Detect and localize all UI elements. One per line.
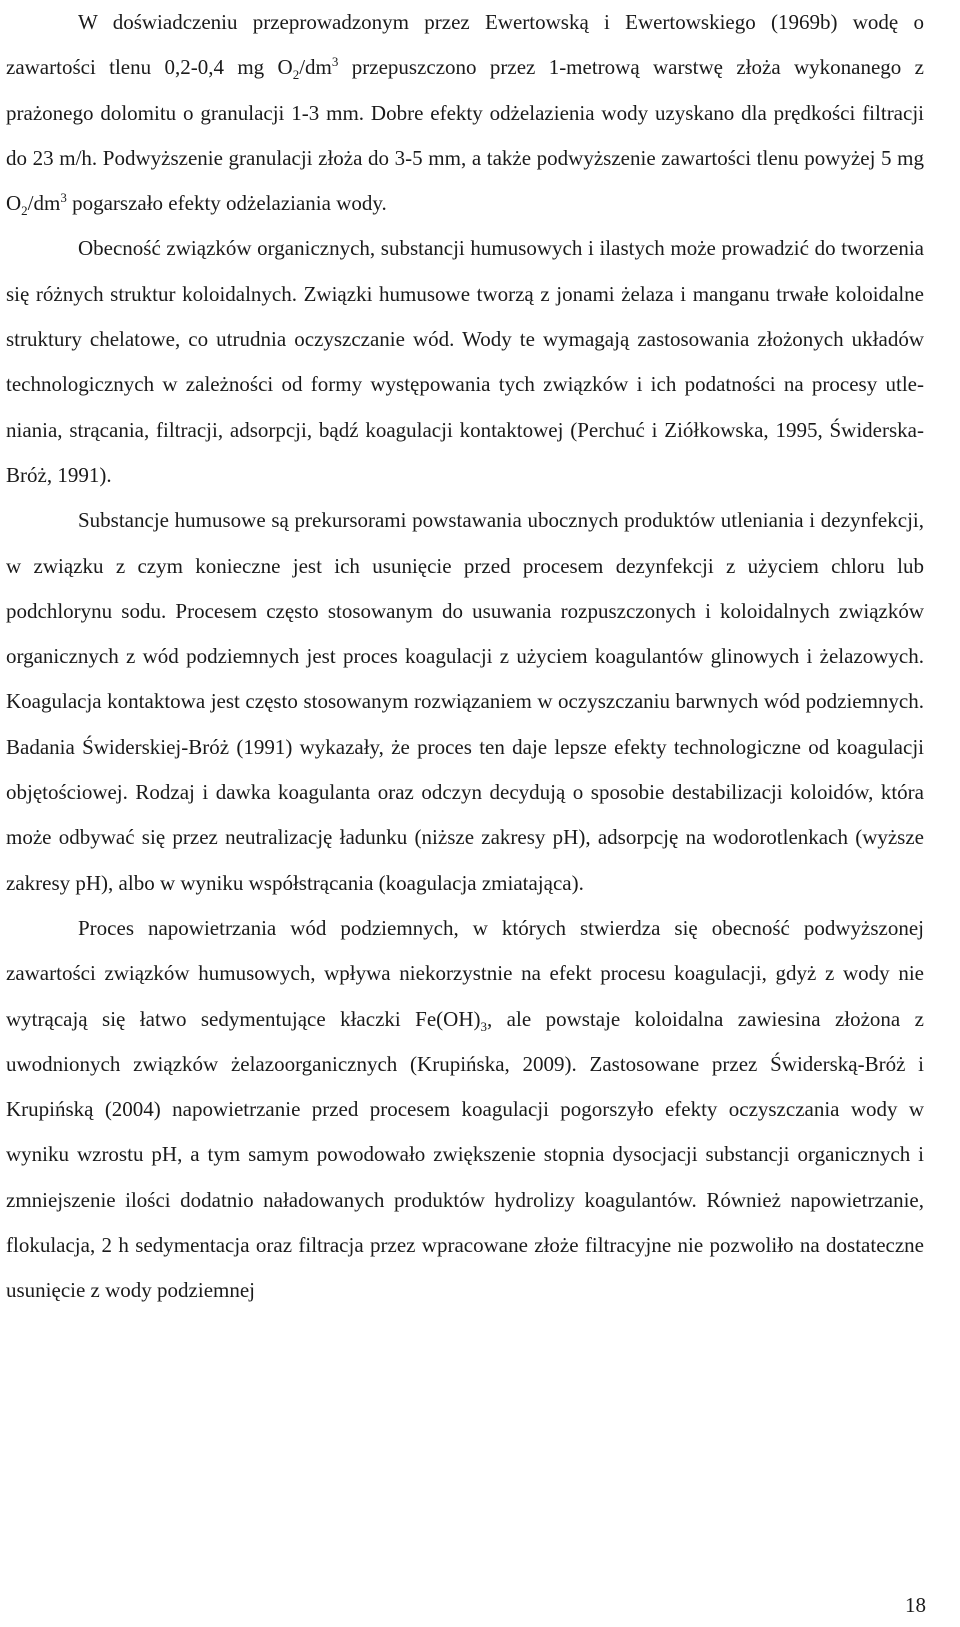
superscript: 3 (60, 190, 67, 206)
superscript: 3 (331, 54, 339, 70)
text-segment: /dm (27, 191, 61, 216)
paragraph-1 (6, 0, 924, 226)
paragraph-4 (6, 906, 924, 1314)
page-number: 18 (905, 1593, 926, 1617)
text-segment: Substancje humusowe są prekursorami powstawania ubocznych produktów utleniania i dezynfekcji, w związku z czym konieczne jest ich usunięcie przed procesem dezynfekcji z użyciem chloru lub podchlorynu sodu. Procesem często stosowanym do usuwania rozpuszczonych i koloidalnych związków organicznych z wód podziemnych jest proces koagulacji z użyciem koagulantów glinowych i żelazowych. Koagulacja kontaktowa jest często stosowanym rozwiązaniem w oczyszczaniu barwnych wód podziemnych. Badania Świderskiej-Bróż (1991) wykazały, że proces ten daje lepsze efekty technologiczne od koagulacji objętościowej. Rodzaj i dawka koagulanta oraz odczyn decydują o sposobie destabilizacji koloidów, która może odbywać się przez neutralizację ładunku (niższe zakresy pH), adsorpcję na wodorotlenkach (wyższe zakresy pH), albo w wyniku współstrącania (koagulacja zmiatająca). (6, 508, 924, 895)
document-body (6, 0, 924, 1314)
text-segment: Proces napowietrzania wód podziemnych, w których stwierdza się obecność podwyższonej zawartości związków humusowych, wpływa niekorzystnie na efekt procesu koagulacji, gdyż z wody nie wytrącają się łatwo sedymentujące kłaczki Fe(OH) (6, 915, 924, 1031)
paragraph-3 (6, 498, 924, 906)
text-segment: , ale powstaje koloidalna zawiesina złożona z uwodnionych związków żelazoorganicznych (Krupińska, 2009). Zastosowane przez Świderską-Bróż i Krupińską (2004) napowietrzanie przed procesem koagulacji pogorszyło efekty oczyszczania wody w wyniku wzrostu pH, a tym samym powodowało zwiększenie stopnia dysocjacji substancji organicznych i zmniejszenie ilości dodatnio naładowanych produktów hydrolizy koagulantów. Również napowietrzanie, flokulacja, 2 h sedymentacja oraz filtracja przez wpracowane złoże filtracyjne nie pozwoliło na dostateczne usunięcie z wody podziemnej (6, 1006, 924, 1303)
text-segment: przepuszczono przez 1-metrową warstwę złoża wykonanego z prażonego dolomitu o granulacji 1-3 mm. Dobre efekty odżelazienia wody uzyskano dla prędkości filtracji do 23 m/h. Podwyższenie granulacji złoża do 3-5 mm, a także podwyższenie zawartości tlenu powyżej 5 mg O (6, 55, 924, 216)
paragraph-2 (6, 226, 924, 498)
subscript: 3 (480, 1018, 487, 1034)
subscript: 2 (21, 203, 28, 219)
text-segment: Obecność związków organicznych, substancji humusowych i ilastych może prowadzić do tworzenia się różnych struktur koloidalnych. Związki humusowe tworzą z jonami żelaza i manganu trwałe koloidalne struktury chelatowe, co utrudnia oczyszczanie wód. Wody te wymagają zastosowania złożonych układów technologicznych w zależności od formy występowania tych związków i ich podatności na procesy utleniania, strącania, filtracji, adsorpcji, bądź koagulacji kontaktowej (Perchuć i Ziółkowska, 1995, Świderska-Bróż, 1991). (6, 236, 924, 487)
text-segment: pogarszało efekty odżelaziania wody. (66, 191, 387, 216)
text-segment: /dm (299, 55, 332, 80)
subscript: 2 (292, 67, 300, 83)
text-segment: W doświadczeniu przeprowadzonym przez Ewertowską i Ewertowskiego (1969b) wodę o zawartości tlenu 0,2-0,4 mg O (6, 10, 924, 80)
